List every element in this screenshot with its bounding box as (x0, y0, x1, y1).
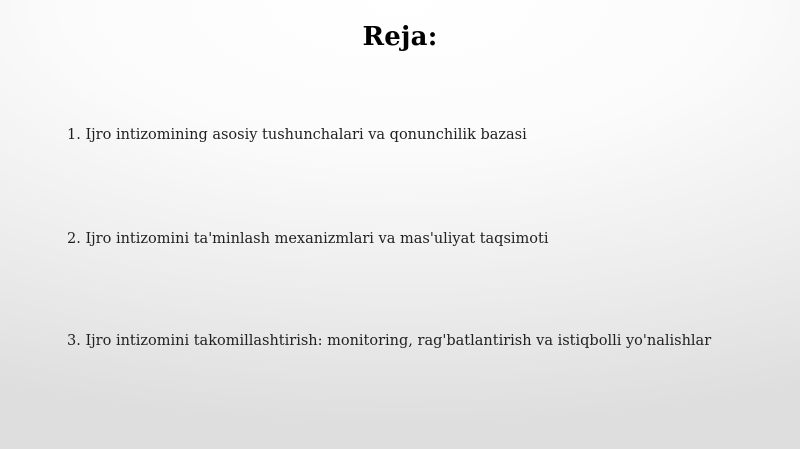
plan-item-2: 2. Ijro intizomini ta'minlash mexanizmlari va mas'uliyat taqsimoti (67, 231, 549, 247)
plan-item-1: 1. Ijro intizomining asosiy tushunchalari va qonunchilik bazasi (67, 127, 527, 143)
slide-title: Reja: (362, 22, 438, 52)
plan-item-3: 3. Ijro intizomini takomillashtirish: monitoring, rag'batlantirish va istiqbolli yo'nalishlar (67, 333, 712, 349)
